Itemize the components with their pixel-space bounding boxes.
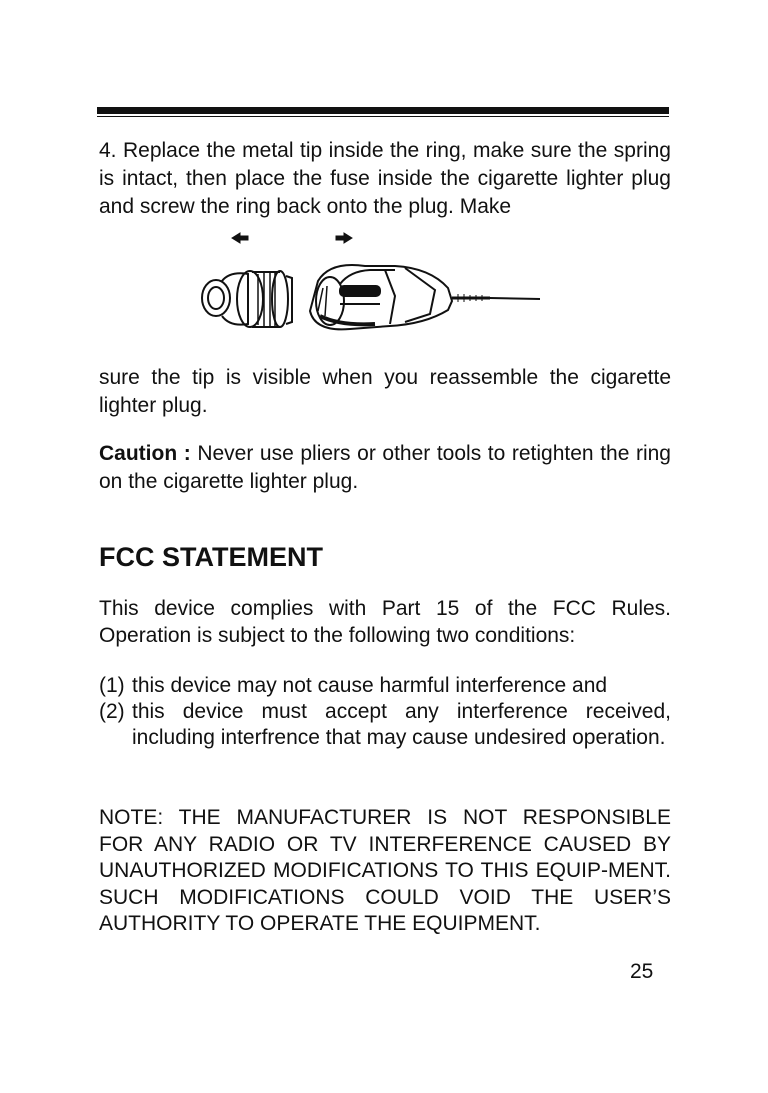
condition-text: this device must accept any interference received, including interfrence that may cause undesired operation. (132, 700, 671, 749)
fcc-intro: This device complies with Part 15 of the FCC Rules. Operation is subject to the following two conditions: (99, 597, 671, 647)
condition-number: (1) (99, 674, 125, 697)
page-number: 25 (630, 960, 654, 983)
power-cable-icon (452, 294, 540, 302)
caution-paragraph (99, 440, 671, 496)
step-4-continued-text: sure the tip is visible when you reassemble the cigarette lighter plug. (99, 366, 671, 417)
list-item (99, 673, 671, 699)
metal-tip-and-ring-icon (202, 271, 292, 327)
lighter-plug-body-icon (310, 265, 452, 329)
manufacturer-note: NOTE: THE MANUFACTURER IS NOT RESPONSIBLE FOR ANY RADIO OR TV INTERFERENCE CAUSED BY UNAUTHORIZED MODIFICATIONS TO THIS EQUIP-MENT. SUCH MODIFICATIONS COULD VOID THE USER’S AUTHORITY TO OPERATE THE EQUIPMENT. (99, 806, 671, 935)
fcc-heading: FCC STATEMENT (99, 542, 323, 572)
caution-text: Never use pliers or other tools to retighten the ring on the cigarette lighter plug. (99, 442, 671, 493)
list-item (99, 699, 671, 751)
step-4-text: 4. Replace the metal tip inside the ring, make sure the spring is intact, then place the fuse inside the cigarette lighter plug and screw the ring back onto the plug. Make (99, 139, 671, 218)
top-rule (97, 107, 669, 114)
condition-number: (2) (99, 700, 125, 723)
arrow-right-icon (336, 233, 352, 243)
condition-text: this device may not cause harmful interference and (132, 674, 608, 697)
fcc-conditions-list (99, 673, 671, 751)
cigarette-plug-illustration (190, 226, 550, 341)
arrow-left-icon (232, 233, 248, 243)
caution-label: Caution : (99, 442, 191, 465)
